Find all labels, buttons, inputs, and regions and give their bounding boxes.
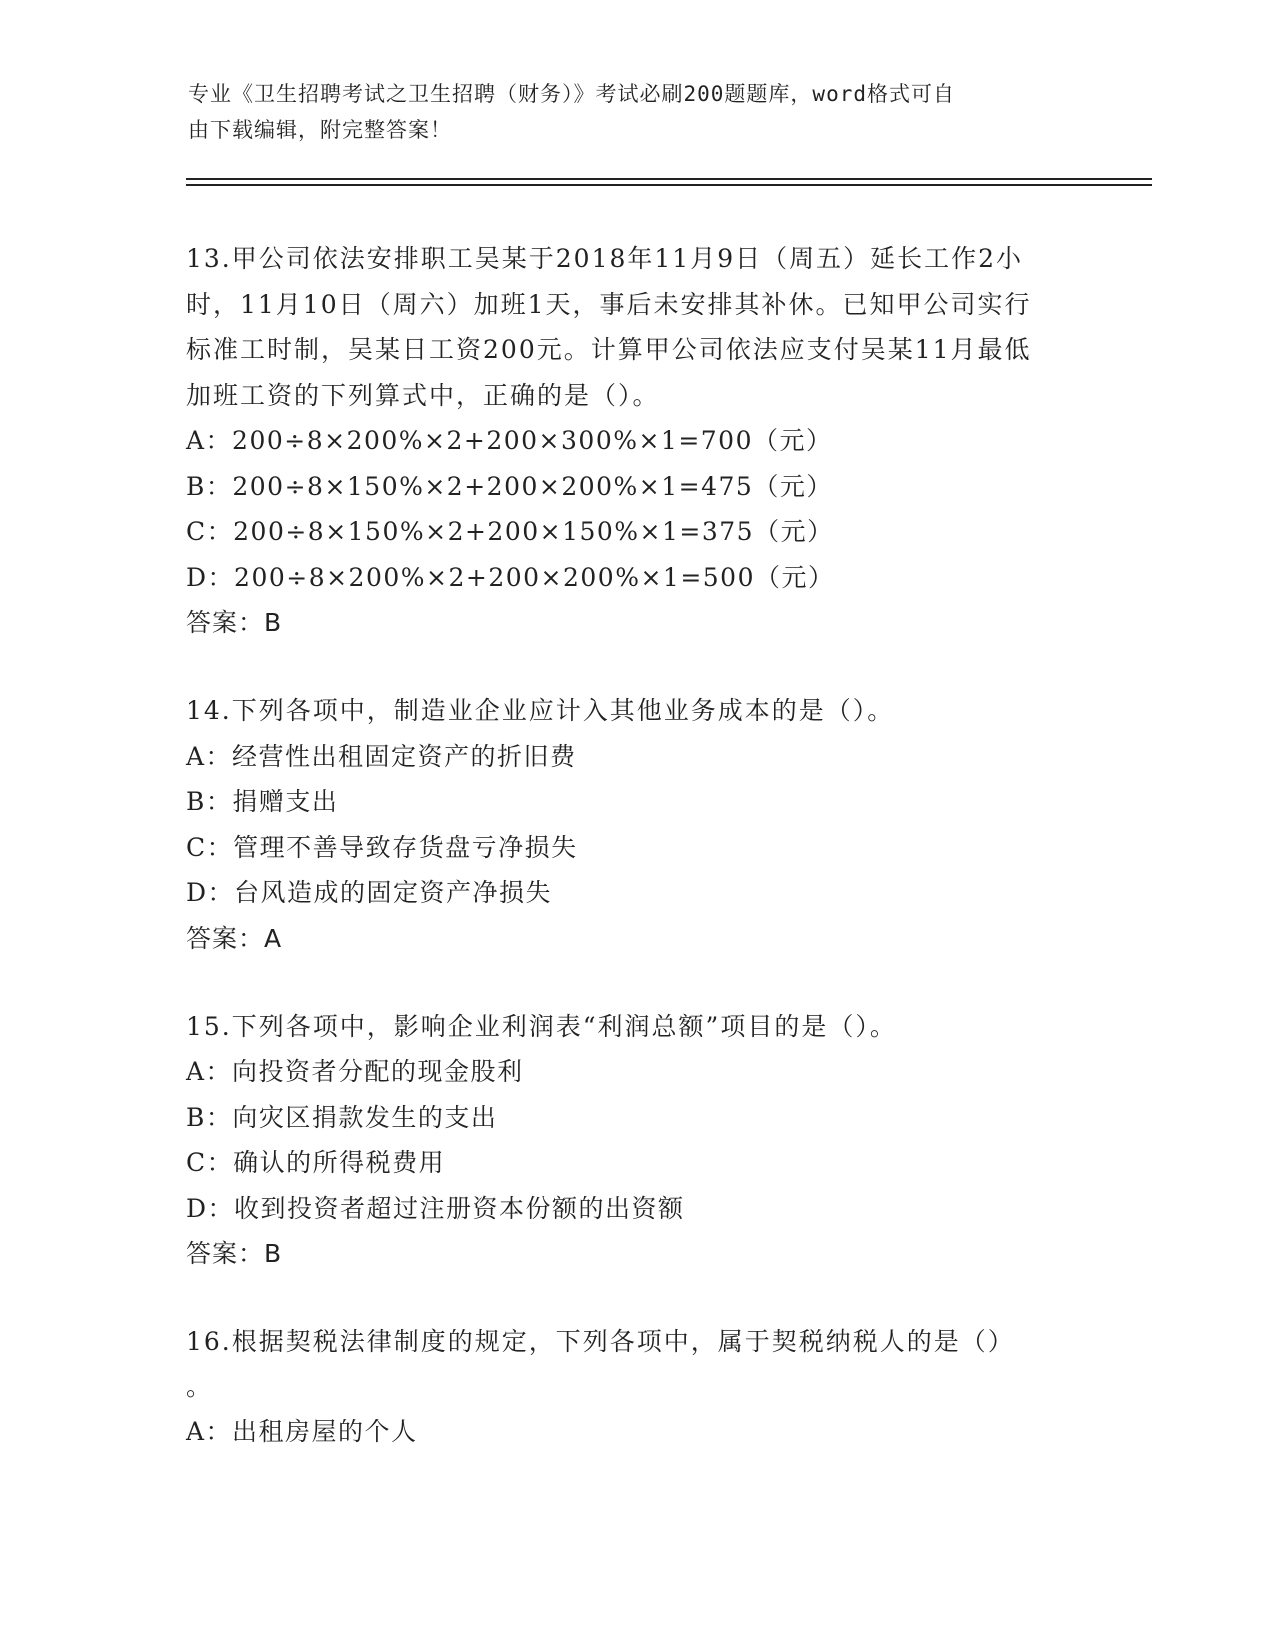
question-text-continuation: 。 bbox=[186, 1371, 212, 1401]
question-list bbox=[186, 236, 1086, 1454]
option-c: C：确认的所得税费用 bbox=[186, 1148, 446, 1177]
option-b: B：向灾区捐款发生的支出 bbox=[186, 1102, 498, 1132]
answer-label: 答案：B bbox=[186, 608, 283, 637]
question-text: 14.下列各项中，制造业企业应计入其他业务成本的是（）。 bbox=[186, 696, 895, 725]
question-14 bbox=[186, 688, 1086, 962]
question-15 bbox=[186, 1004, 1086, 1278]
option-c: C：200÷8×150%×2+200×150%×1=375（元） bbox=[186, 517, 834, 546]
header-line-2: 由下载编辑，附完整答案！ bbox=[188, 118, 452, 142]
question-16 bbox=[186, 1319, 1086, 1454]
answer-label: 答案：A bbox=[186, 923, 283, 953]
option-a: A：向投资者分配的现金股利 bbox=[186, 1057, 524, 1086]
option-c: C：管理不善导致存货盘亏净损失 bbox=[186, 832, 578, 862]
option-d: D：200÷8×200%×2+200×200%×1=500（元） bbox=[186, 562, 835, 592]
option-d: D：台风造成的固定资产净损失 bbox=[186, 878, 553, 907]
question-13 bbox=[186, 236, 1086, 646]
option-a: A：出租房屋的个人 bbox=[186, 1416, 418, 1446]
header-divider-bottom bbox=[186, 184, 1152, 186]
option-a: A：200÷8×200%×2+200×300%×1=700（元） bbox=[186, 426, 833, 455]
question-text: 13.甲公司依法安排职工吴某于2018年11月9日（周五）延长工作2小时，11月10日（周六）加班1天，事后未安排其补休。已知甲公司实行标准工时制，吴某日工资200元。计算甲公司依法应支付吴某11月最低加班工资的下列算式中，正确的是（）。 bbox=[186, 244, 1032, 410]
header-line-1: 专业《卫生招聘考试之卫生招聘（财务）》考试必刷200题题库，word格式可自 bbox=[188, 82, 955, 106]
answer-label: 答案：B bbox=[186, 1239, 283, 1268]
document-header bbox=[188, 76, 1088, 148]
question-text: 16.根据契税法律制度的规定，下列各项中，属于契税纳税人的是（） bbox=[186, 1327, 1015, 1356]
option-b: B：捐赠支出 bbox=[186, 787, 339, 816]
option-b: B：200÷8×150%×2+200×200%×1=475（元） bbox=[186, 471, 833, 501]
header-divider-top bbox=[186, 178, 1152, 180]
option-d: D：收到投资者超过注册资本份额的出资额 bbox=[186, 1193, 685, 1223]
option-a: A：经营性出租固定资产的折旧费 bbox=[186, 741, 577, 771]
question-text: 15.下列各项中，影响企业利润表“利润总额”项目的是（）。 bbox=[186, 1011, 897, 1041]
